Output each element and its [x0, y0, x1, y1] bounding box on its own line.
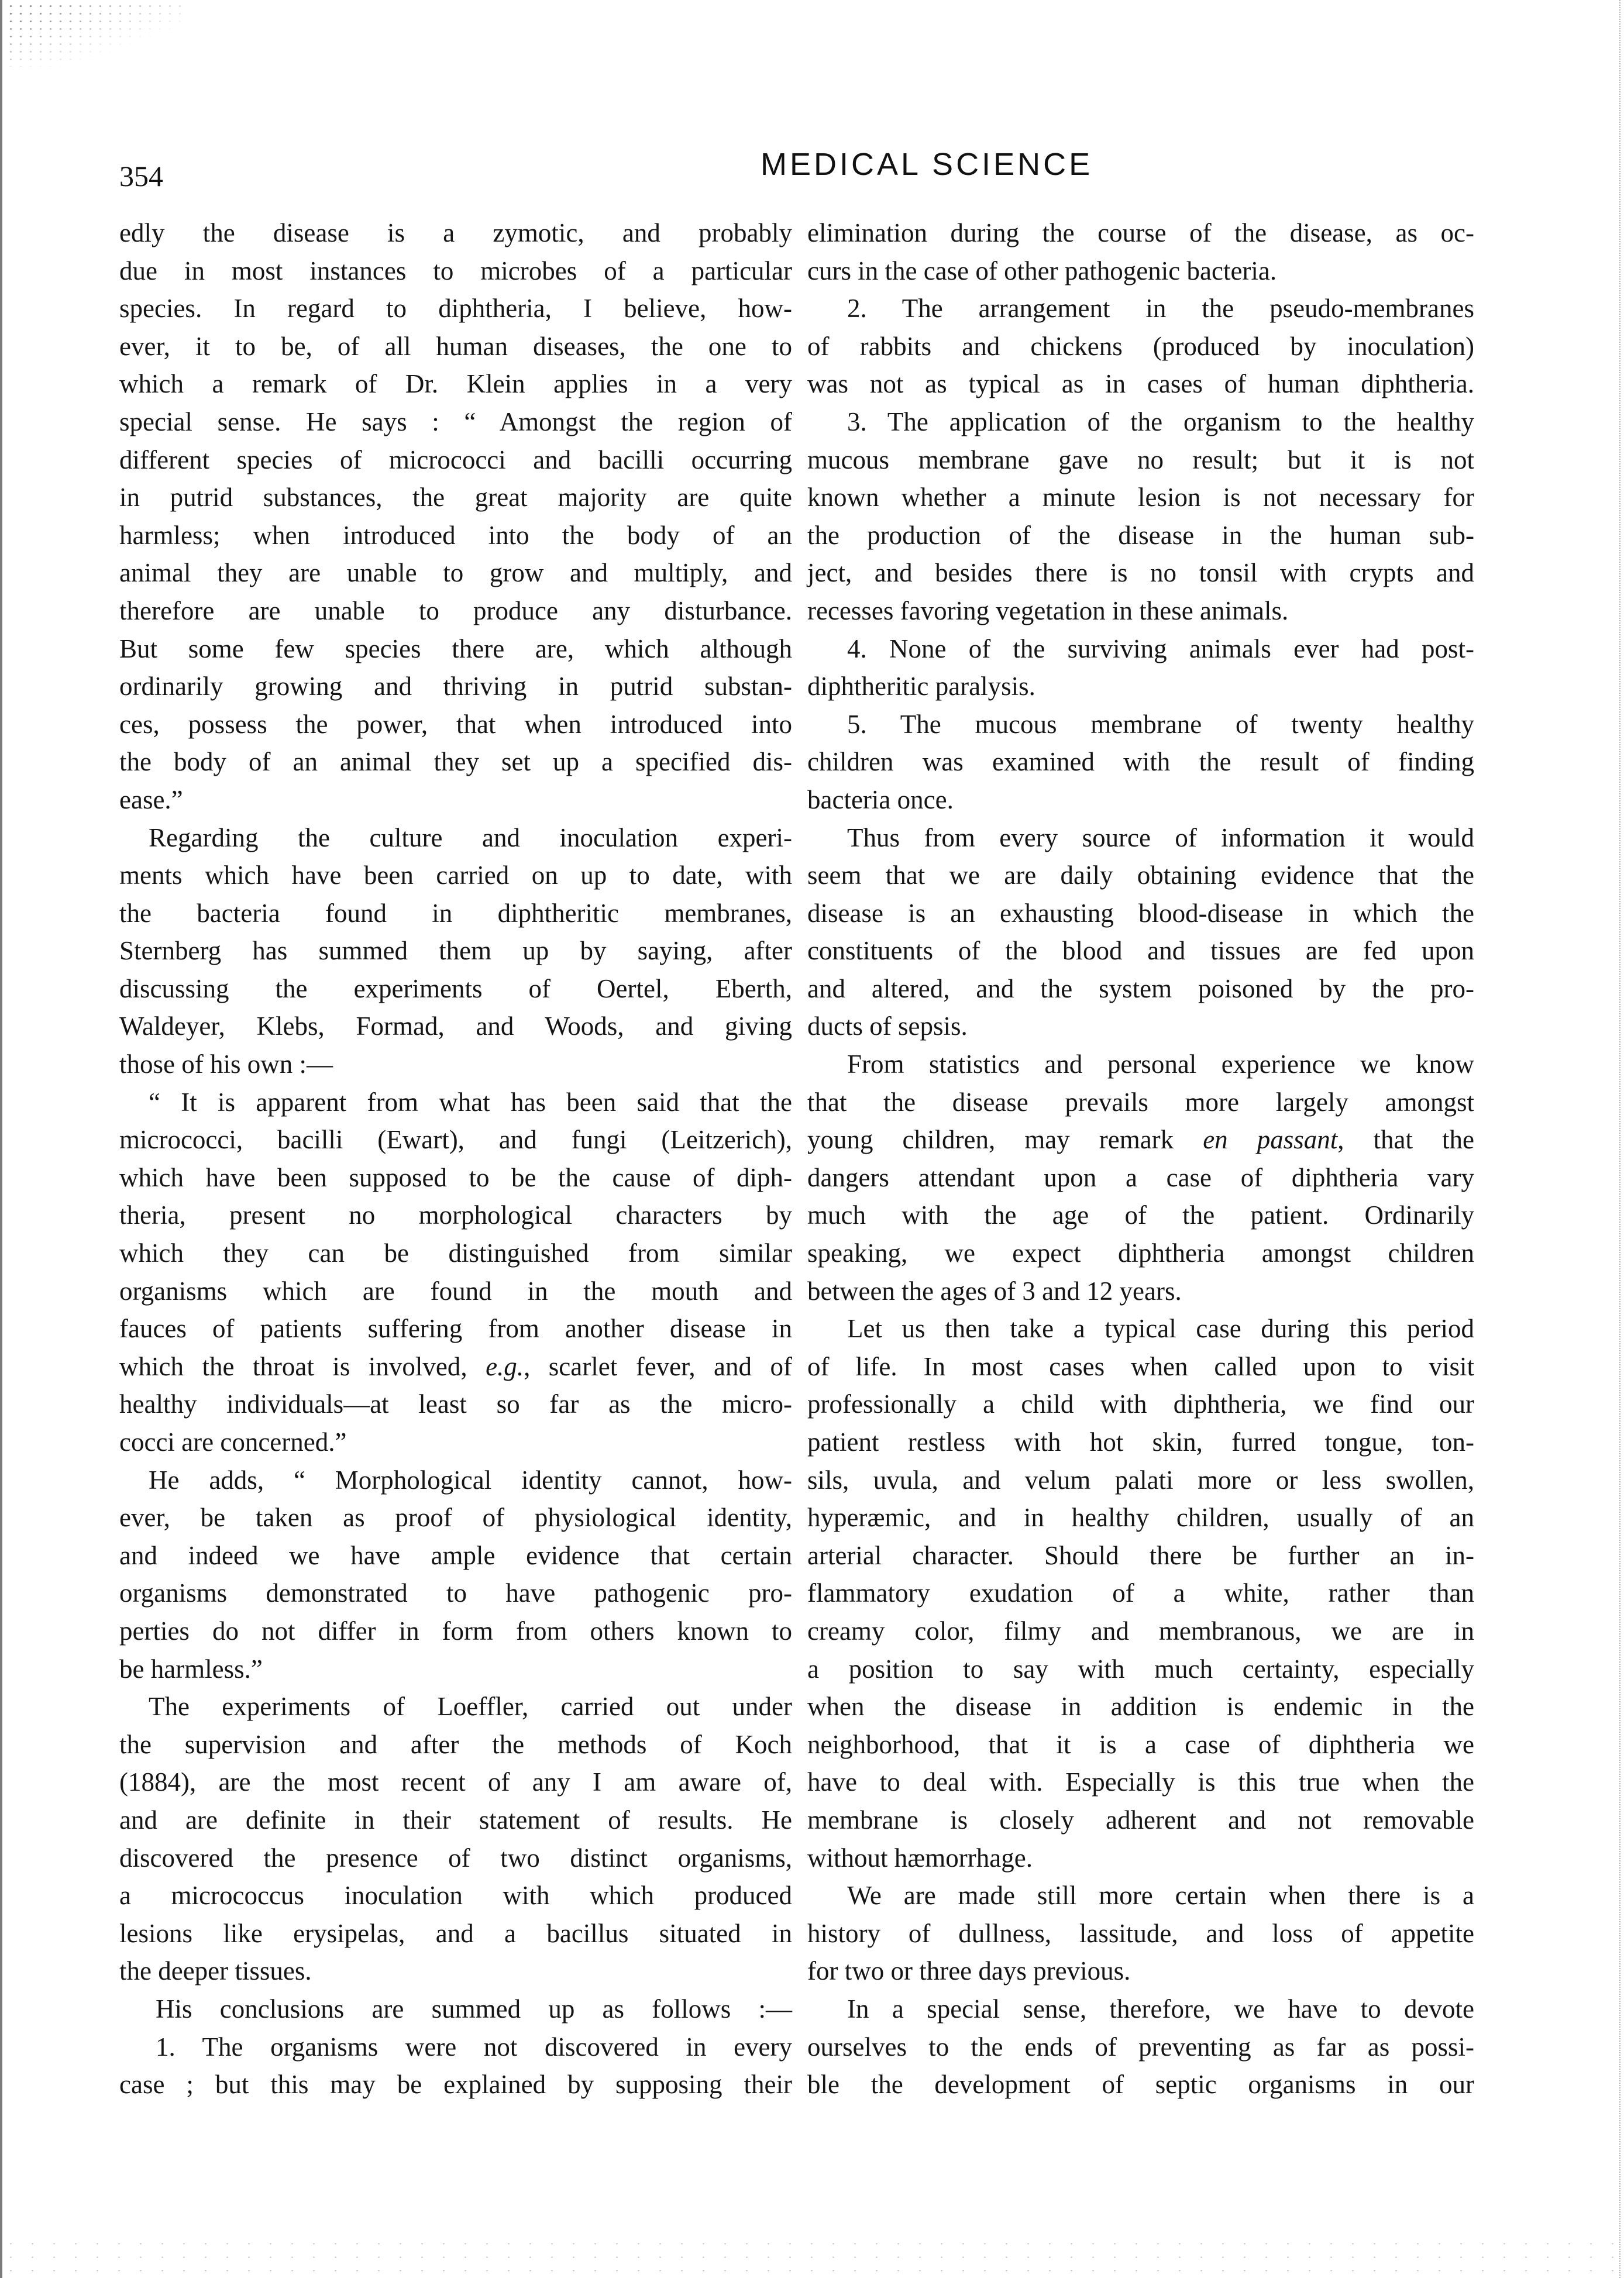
- text-line: a micrococcus inoculation with which produced: [119, 1881, 792, 1911]
- text-line: for two or three days previous.: [807, 1956, 1131, 1986]
- italic-phrase: e.g.: [486, 1351, 524, 1381]
- text-line: 3. The application of the organism to the healthy: [847, 407, 1474, 436]
- text-line: lesions like erysipelas, and a bacillus situated in: [119, 1918, 792, 1948]
- text-line: special sense. He says : “ Amongst the region of: [119, 407, 792, 436]
- text-line: of life. In most cases when called upon to visit: [807, 1351, 1474, 1381]
- text-line: In a special sense, therefore, we have to devote: [847, 1994, 1474, 2024]
- text-line: 4. None of the surviving animals ever had post-: [847, 634, 1474, 663]
- text-line: the bacteria found in diphtheritic membranes,: [119, 898, 792, 928]
- text-line: which they can be distinguished from similar: [119, 1238, 792, 1268]
- text-line: ces, possess the power, that when introduced into: [119, 709, 792, 739]
- text-line: animal they are unable to grow and multiply, and: [119, 558, 792, 588]
- text-line: constituents of the blood and tissues are fed upon: [807, 936, 1474, 966]
- text-line: young children, may remark en passant, that the: [807, 1125, 1474, 1155]
- text-line: ease.”: [119, 784, 183, 814]
- text-line: organisms which are found in the mouth and: [119, 1276, 792, 1306]
- text-line: case ; but this may be explained by supposing their: [119, 2070, 792, 2100]
- text-line: organisms demonstrated to have pathogenic pro-: [119, 1578, 792, 1608]
- text-line: the body of an animal they set up a specified dis-: [119, 747, 792, 777]
- scan-noise-top-left: [6, 2, 181, 67]
- text-line: bacteria once.: [807, 784, 954, 814]
- text-line: Waldeyer, Klebs, Formad, and Woods, and giving: [119, 1011, 792, 1041]
- text-line: speaking, we expect diphtheria amongst children: [807, 1238, 1474, 1268]
- text-line: Sternberg has summed them up by saying, after: [119, 936, 792, 966]
- text-line: that the disease prevails more largely amongst: [807, 1087, 1474, 1117]
- text-line: when the disease in addition is endemic in the: [807, 1692, 1474, 1722]
- text-line: the supervision and after the methods of Koch: [119, 1729, 792, 1759]
- italic-phrase: en passant: [1203, 1125, 1338, 1155]
- text-line: Regarding the culture and inoculation experi-: [149, 823, 792, 852]
- right-column: [807, 214, 1474, 2104]
- text-line: “ It is apparent from what has been said that the: [149, 1087, 792, 1117]
- text-line: theria, present no morphological characters by: [119, 1200, 792, 1230]
- page-number: 354: [119, 160, 163, 192]
- text-line: diphtheritic paralysis.: [807, 672, 1035, 701]
- text-line: different species of micrococci and bacilli occurring: [119, 445, 792, 474]
- text-line: which a remark of Dr. Klein applies in a very: [119, 369, 792, 399]
- text-line: the production of the disease in the human sub-: [807, 520, 1474, 550]
- text-line: fauces of patients suffering from another disease in: [119, 1314, 792, 1344]
- text-line: ever, be taken as proof of physiological identity,: [119, 1503, 792, 1533]
- text-line: discovered the presence of two distinct organisms,: [119, 1843, 792, 1873]
- text-line: those of his own :—: [119, 1049, 333, 1079]
- text-line: (1884), are the most recent of any I am aware of,: [119, 1767, 792, 1797]
- text-line: history of dullness, lassitude, and loss of appetite: [807, 1918, 1474, 1948]
- text-line: ments which have been carried on up to date, with: [119, 861, 792, 890]
- text-line: neighborhood, that it is a case of diphtheria we: [807, 1729, 1474, 1759]
- text-line: Thus from every source of information it would: [847, 823, 1474, 852]
- text-line: cocci are concerned.”: [119, 1427, 347, 1457]
- text-line: ever, it to be, of all human diseases, the one to: [119, 331, 792, 361]
- text-line: hyperæmic, and in healthy children, usually of an: [807, 1503, 1474, 1533]
- text-line: From statistics and personal experience we know: [847, 1049, 1474, 1079]
- scan-edge-right: [1618, 0, 1620, 2278]
- text-line: Let us then take a typical case during this period: [847, 1314, 1474, 1344]
- text-line: seem that we are daily obtaining evidence that the: [807, 861, 1474, 890]
- text-line: His conclusions are summed up as follows :—: [156, 1994, 792, 2024]
- text-line: which have been supposed to be the cause of diph-: [119, 1162, 792, 1192]
- text-line: professionally a child with diphtheria, we find our: [807, 1389, 1474, 1419]
- text-line: without hæmorrhage.: [807, 1843, 1033, 1873]
- text-line: ourselves to the ends of preventing as far as possi-: [807, 2032, 1474, 2062]
- text-line: edly the disease is a zymotic, and probably: [119, 218, 792, 247]
- text-line: But some few species there are, which although: [119, 634, 792, 663]
- text-line: He adds, “ Morphological identity cannot, how-: [149, 1465, 792, 1495]
- text-line: recesses favoring vegetation in these animals.: [807, 596, 1289, 625]
- text-line: The experiments of Loeffler, carried out under: [149, 1692, 792, 1722]
- text-line: due in most instances to microbes of a particular: [119, 256, 792, 285]
- scan-noise-bottom: [0, 2237, 1624, 2278]
- text-line: the deeper tissues.: [119, 1956, 312, 1986]
- journal-title: MEDICAL SCIENCE: [761, 147, 1093, 182]
- text-line: be harmless.”: [119, 1654, 263, 1684]
- text-line: ordinarily growing and thriving in putrid substan-: [119, 672, 792, 701]
- text-line: was not as typical as in cases of human diphtheria.: [807, 369, 1474, 399]
- text-line: dangers attendant upon a case of diphtheria vary: [807, 1162, 1474, 1192]
- text-line: mucous membrane gave no result; but it is not: [807, 445, 1474, 474]
- text-line: elimination during the course of the disease, as oc-: [807, 218, 1474, 247]
- text-line: children was examined with the result of finding: [807, 747, 1474, 777]
- text-line: ducts of sepsis.: [807, 1011, 968, 1041]
- text-line: much with the age of the patient. Ordinarily: [807, 1200, 1474, 1230]
- text-line: arterial character. Should there be further an in-: [807, 1540, 1474, 1570]
- left-column: [119, 214, 792, 2104]
- text-line: We are made still more certain when there is a: [847, 1881, 1474, 1911]
- text-line: a position to say with much certainty, especially: [807, 1654, 1474, 1684]
- text-line: in putrid substances, the great majority are quite: [119, 483, 792, 512]
- text-line: and are definite in their statement of results. He: [119, 1805, 792, 1835]
- text-line: creamy color, filmy and membranous, we are in: [807, 1616, 1474, 1646]
- text-line: micrococci, bacilli (Ewart), and fungi (Leitzerich),: [119, 1125, 792, 1155]
- text-line: sils, uvula, and velum palati more or less swollen,: [807, 1465, 1474, 1495]
- text-line: perties do not differ in form from others known to: [119, 1616, 792, 1646]
- text-line: harmless; when introduced into the body of an: [119, 520, 792, 550]
- text-line: 1. The organisms were not discovered in every: [156, 2032, 792, 2062]
- text-line: patient restless with hot skin, furred tongue, ton-: [807, 1427, 1474, 1457]
- text-line: species. In regard to diphtheria, I believe, how-: [119, 294, 792, 324]
- text-line: curs in the case of other pathogenic bacteria.: [807, 256, 1277, 285]
- text-line: between the ages of 3 and 12 years.: [807, 1276, 1182, 1306]
- text-line: 5. The mucous membrane of twenty healthy: [847, 709, 1474, 739]
- text-line: and indeed we have ample evidence that certain: [119, 1540, 792, 1570]
- text-line: of rabbits and chickens (produced by inoculation): [807, 331, 1474, 361]
- text-line: have to deal with. Especially is this true when the: [807, 1767, 1474, 1797]
- text-line: discussing the experiments of Oertel, Eberth,: [119, 973, 792, 1003]
- text-line: therefore are unable to produce any disturbance.: [119, 596, 792, 625]
- text-line: ject, and besides there is no tonsil with crypts and: [807, 558, 1474, 588]
- text-line: flammatory exudation of a white, rather than: [807, 1578, 1474, 1608]
- text-line: healthy individuals—at least so far as the micro-: [119, 1389, 792, 1419]
- text-line: which the throat is involved, e.g., scarlet fever, and of: [119, 1351, 792, 1381]
- text-line: known whether a minute lesion is not necessary for: [807, 483, 1474, 512]
- text-line: disease is an exhausting blood-disease in which the: [807, 898, 1474, 928]
- running-head: [0, 146, 1624, 193]
- text-line: membrane is closely adherent and not removable: [807, 1805, 1474, 1835]
- text-line: and altered, and the system poisoned by the pro-: [807, 973, 1474, 1003]
- text-line: ble the development of septic organisms in our: [807, 2070, 1474, 2100]
- scan-edge-left: [0, 0, 6, 2278]
- text-line: 2. The arrangement in the pseudo-membranes: [847, 294, 1474, 324]
